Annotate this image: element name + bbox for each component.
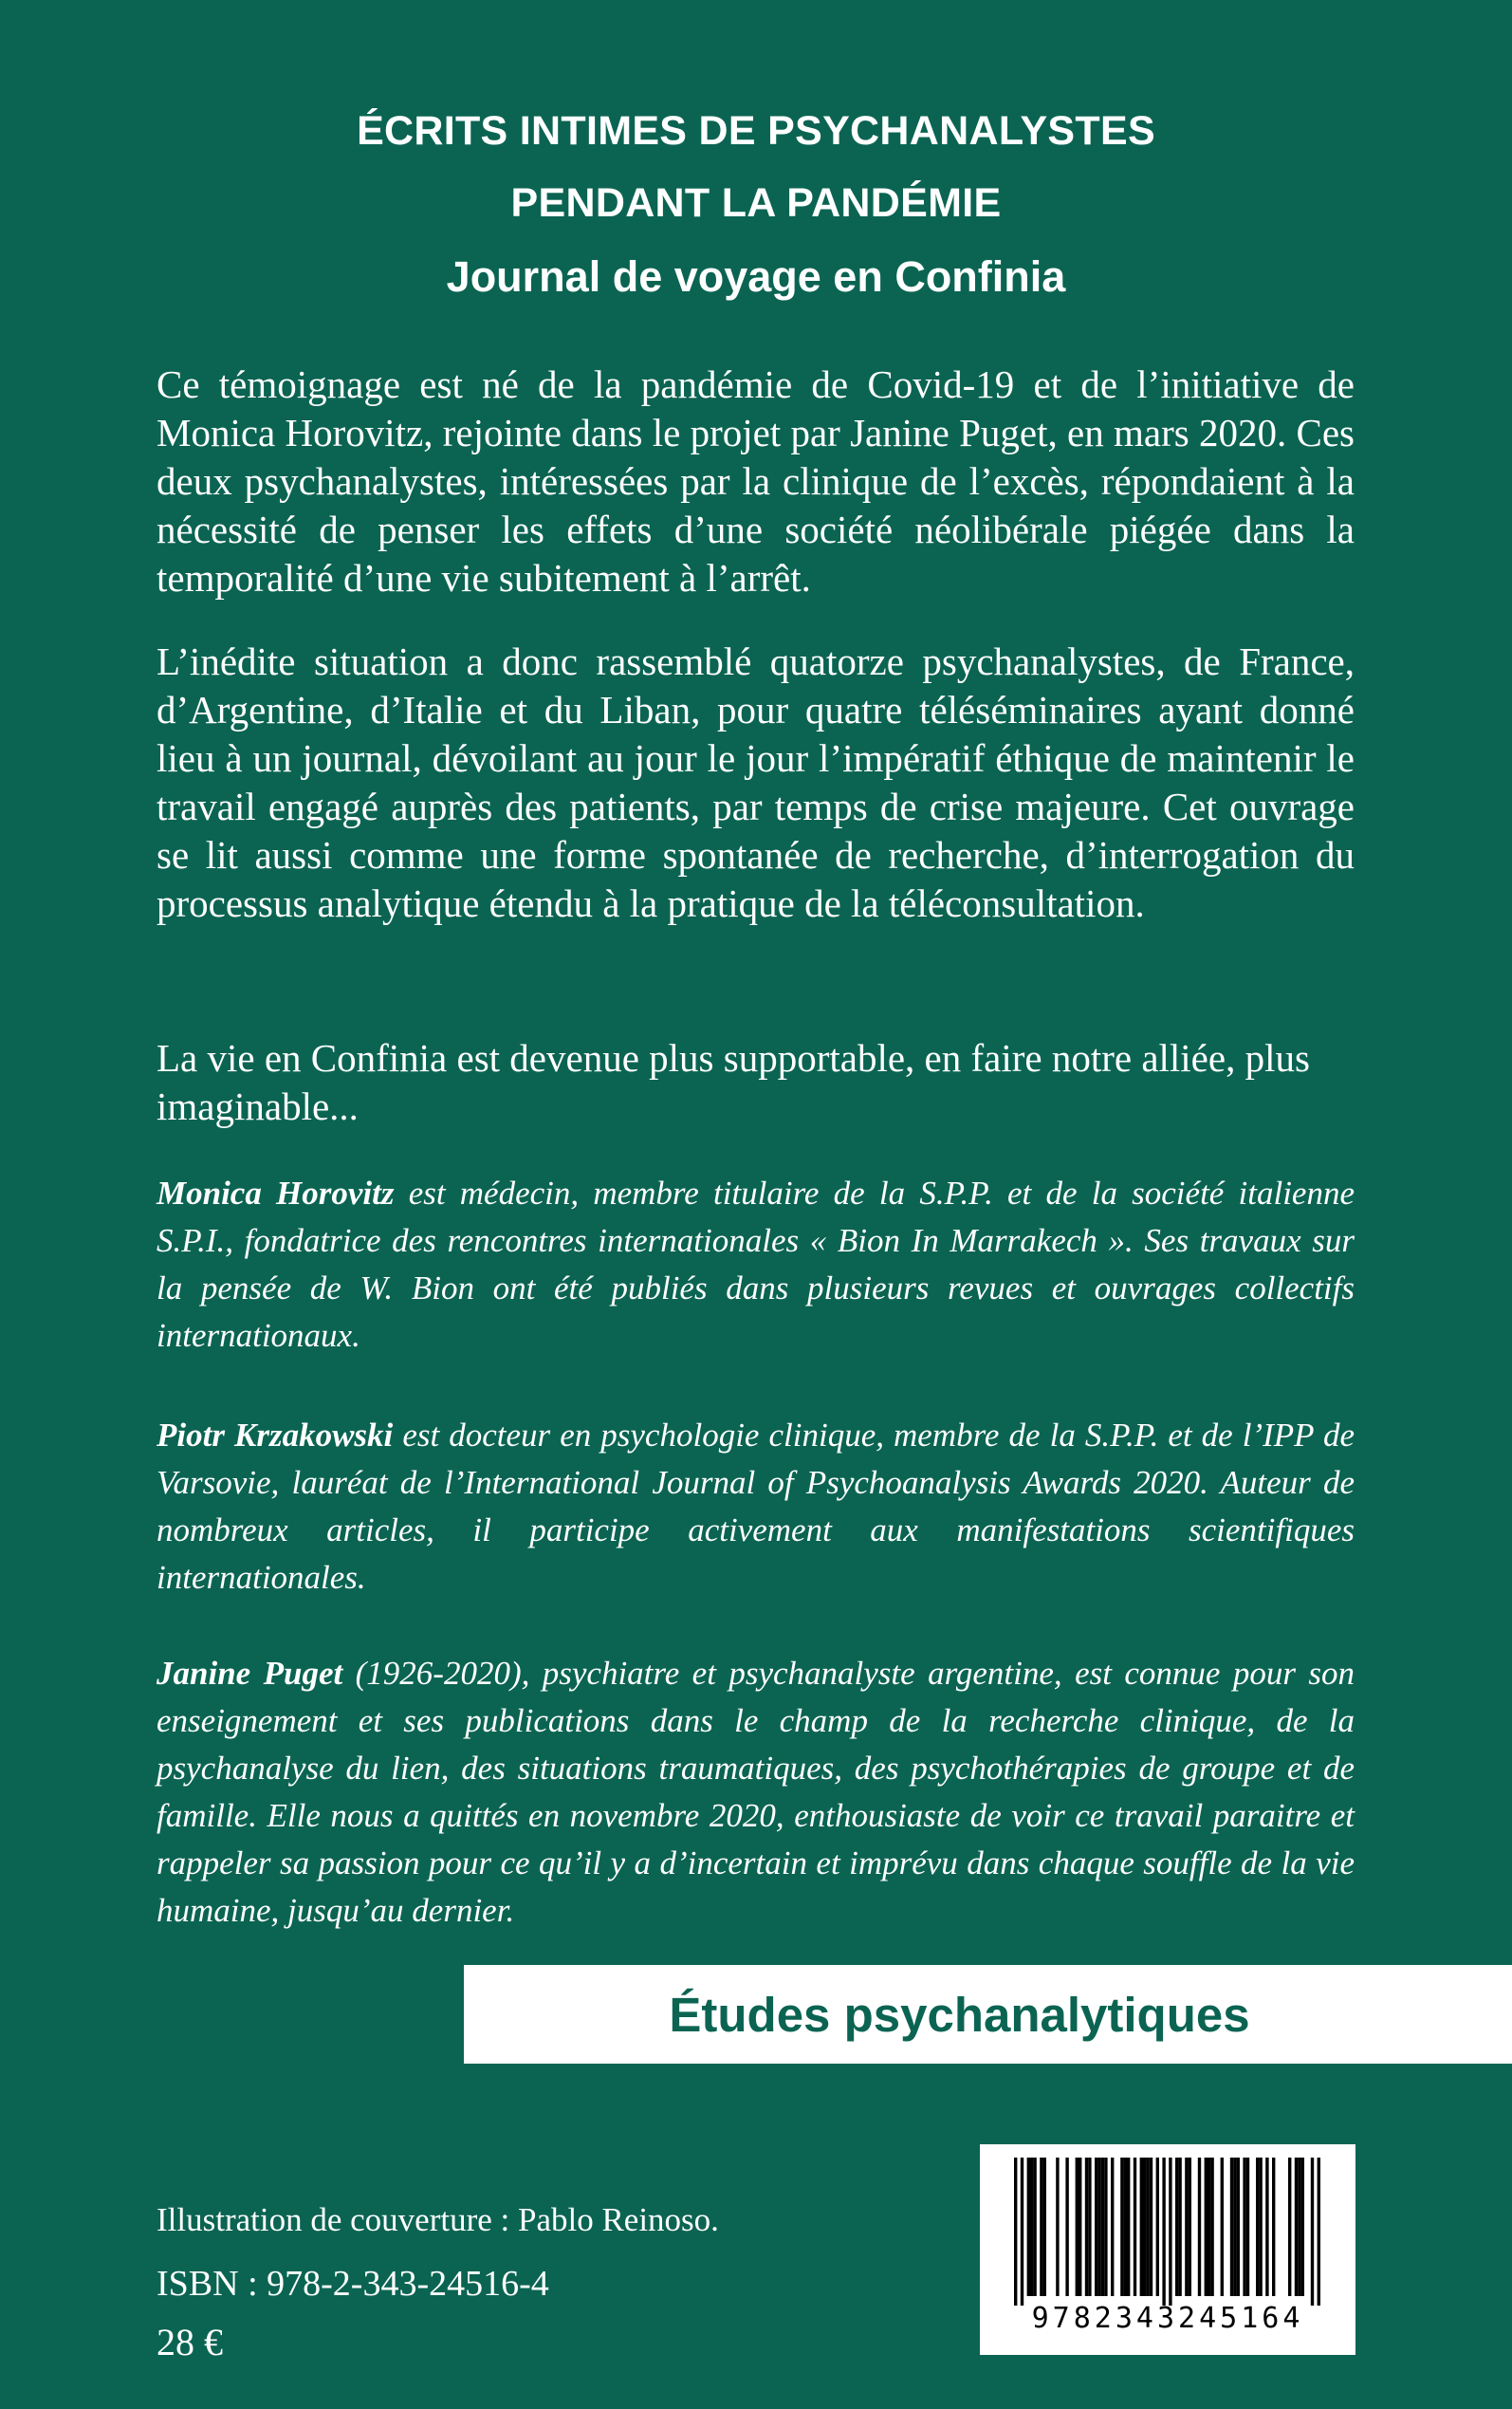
barcode-bar — [1120, 2158, 1123, 2296]
author-bio-horovitz — [157, 1170, 1355, 1360]
barcode-bar — [1318, 2158, 1320, 2306]
barcode-bar — [1088, 2158, 1091, 2296]
barcode-bar — [1040, 2158, 1042, 2296]
barcode-bar — [1237, 2158, 1240, 2296]
summary-paragraph-2 — [157, 638, 1355, 928]
series-band — [464, 1965, 1512, 2064]
barcode-bar — [1127, 2158, 1130, 2296]
barcode-bar — [1189, 2158, 1191, 2296]
barcode-bar — [1097, 2158, 1100, 2296]
barcode-bar — [1104, 2158, 1107, 2296]
summary-paragraph-3 — [157, 1034, 1355, 1131]
price-label: 28 € — [157, 2321, 223, 2363]
barcode-bar — [1030, 2158, 1033, 2296]
barcode-bar — [1210, 2158, 1213, 2296]
author-bio-text: est docteur en psychologie clinique, membre de la S.P.P. et de l’IPP de Varsovie, lauréat de l’International Journal of Psychoanalysis Awards 2020. Auteur de nombreux articles, il participe activement aux manifestations scientifiques internationales. — [157, 1417, 1355, 1596]
book-title-line-2: PENDANT LA PANDÉMIE — [510, 180, 1002, 226]
barcode-bar — [1175, 2158, 1178, 2296]
barcode-bar — [1301, 2158, 1304, 2296]
book-subtitle: Journal de voyage en Confinia — [446, 252, 1066, 301]
barcode — [980, 2144, 1355, 2355]
barcode-bars — [980, 2144, 1355, 2306]
barcode-bar — [1272, 2158, 1275, 2296]
book-title-line-1: ÉCRITS INTIMES DE PSYCHANALYSTES — [357, 108, 1155, 154]
barcode-bar — [1095, 2158, 1097, 2296]
barcode-bar — [1265, 2158, 1268, 2296]
author-bio-text: (1926-2020), psychiatre et psychanalyste argentine, est connue pour son enseignement et ses publications dans le champ de la recherche clinique, de la psychanalyse du lien, des situations traumatiques, des psychothérapies de groupe et de famille. Elle nous a quittés en novembre 2020, enthousiaste de voir ce travail paraitre et rappeler sa passion pour ce qu’il y a d’incertain et imprévu dans chaque souffle de la vie humaine, jusqu’au dernier. — [157, 1655, 1355, 1929]
series-label: Études psychanalytiques — [669, 1987, 1250, 2042]
barcode-bar — [1311, 2158, 1314, 2306]
barcode-bar — [1150, 2158, 1152, 2296]
isbn-label: ISBN : 978-2-343-24516-4 — [157, 2264, 549, 2304]
barcode-bar — [1298, 2158, 1300, 2296]
barcode-bar — [1208, 2158, 1210, 2296]
barcode-bar — [1259, 2158, 1262, 2296]
summary-text: Ce témoignage est né de la pandémie de Covid-19 et de l’initiative de Monica Horovitz, rejointe dans le projet par Janine Puget, en mars 2020. Ces deux psychanalystes, intéressées par la clinique de l’excès, répondaient à la nécessité de penser les effets d’une société néolibérale piégée dans la temporalité d’une vie subitement à l’arrêt. — [157, 362, 1355, 600]
author-bio-text: est médecin, membre titulaire de la S.P.P. et de la société italienne S.P.I., fondatrice des rencontres internationales « Bion In Marrakech ». Ses travaux sur la pensée de W. Bion ont été publiés dans plusieurs revues et ouvrages collectifs internationaux. — [157, 1175, 1355, 1354]
barcode-bar — [1162, 2158, 1165, 2306]
barcode-bar — [1065, 2158, 1068, 2296]
barcode-bar — [1056, 2158, 1059, 2296]
barcode-bar — [1111, 2158, 1114, 2296]
author-name: Piotr Krzakowski — [157, 1417, 394, 1454]
summary-text: L’inédite situation a donc rassemblé quatorze psychanalystes, de France, d’Argentine, d’Italie et du Liban, pour quatre téléséminaires ayant donné lieu à un journal, dévoilant au jour le jour l’impératif éthique de maintenir le travail engagé auprès des patients, par temps de crise majeure. Cet ouvrage se lit aussi comme une forme spontanée de recherche, d’interrogation du processus analytique étendu à la pratique de la téléconsultation. — [157, 639, 1355, 925]
barcode-bar — [1043, 2158, 1046, 2296]
barcode-bar — [1101, 2158, 1104, 2296]
barcode-bar — [1243, 2158, 1245, 2296]
barcode-bar — [1185, 2158, 1188, 2296]
barcode-bar — [1124, 2158, 1127, 2296]
barcode-bar — [1178, 2158, 1181, 2296]
barcode-bar — [1221, 2158, 1224, 2296]
summary-paragraph-1 — [157, 361, 1355, 602]
barcode-bar — [1233, 2158, 1236, 2296]
barcode-bar — [1256, 2158, 1259, 2296]
barcode-bar — [1076, 2158, 1079, 2296]
barcode-bar — [1198, 2158, 1201, 2296]
author-name: Janine Puget — [157, 1655, 343, 1692]
barcode-bar — [1033, 2158, 1036, 2296]
barcode-bar — [1146, 2158, 1149, 2296]
barcode-bar — [1140, 2158, 1143, 2296]
barcode-bar — [1169, 2158, 1171, 2306]
barcode-bar — [1246, 2158, 1249, 2296]
barcode-bar — [1079, 2158, 1081, 2296]
barcode-bar — [1156, 2158, 1159, 2296]
author-bio-krzakowski — [157, 1412, 1355, 1602]
title-block — [0, 95, 1512, 315]
author-name: Monica Horovitz — [157, 1175, 395, 1212]
barcode-bar — [1205, 2158, 1208, 2296]
barcode-bar — [1295, 2158, 1298, 2296]
summary-text: La vie en Confinia est devenue plus supportable, en faire notre alliée, plus imaginable... — [157, 1036, 1310, 1128]
barcode-bar — [1143, 2158, 1146, 2296]
barcode-bar — [1288, 2158, 1291, 2296]
barcode-digits: 9782343245164 — [1031, 2302, 1304, 2335]
barcode-bar — [1085, 2158, 1088, 2296]
barcode-bar — [1014, 2158, 1017, 2306]
barcode-bar — [1027, 2158, 1030, 2296]
barcode-bar — [1134, 2158, 1136, 2296]
author-bio-puget — [157, 1650, 1355, 1935]
illustration-credit: Illustration de couverture : Pablo Reinoso. — [157, 2201, 719, 2238]
barcode-bar — [1230, 2158, 1233, 2296]
barcode-bar — [1021, 2158, 1023, 2306]
